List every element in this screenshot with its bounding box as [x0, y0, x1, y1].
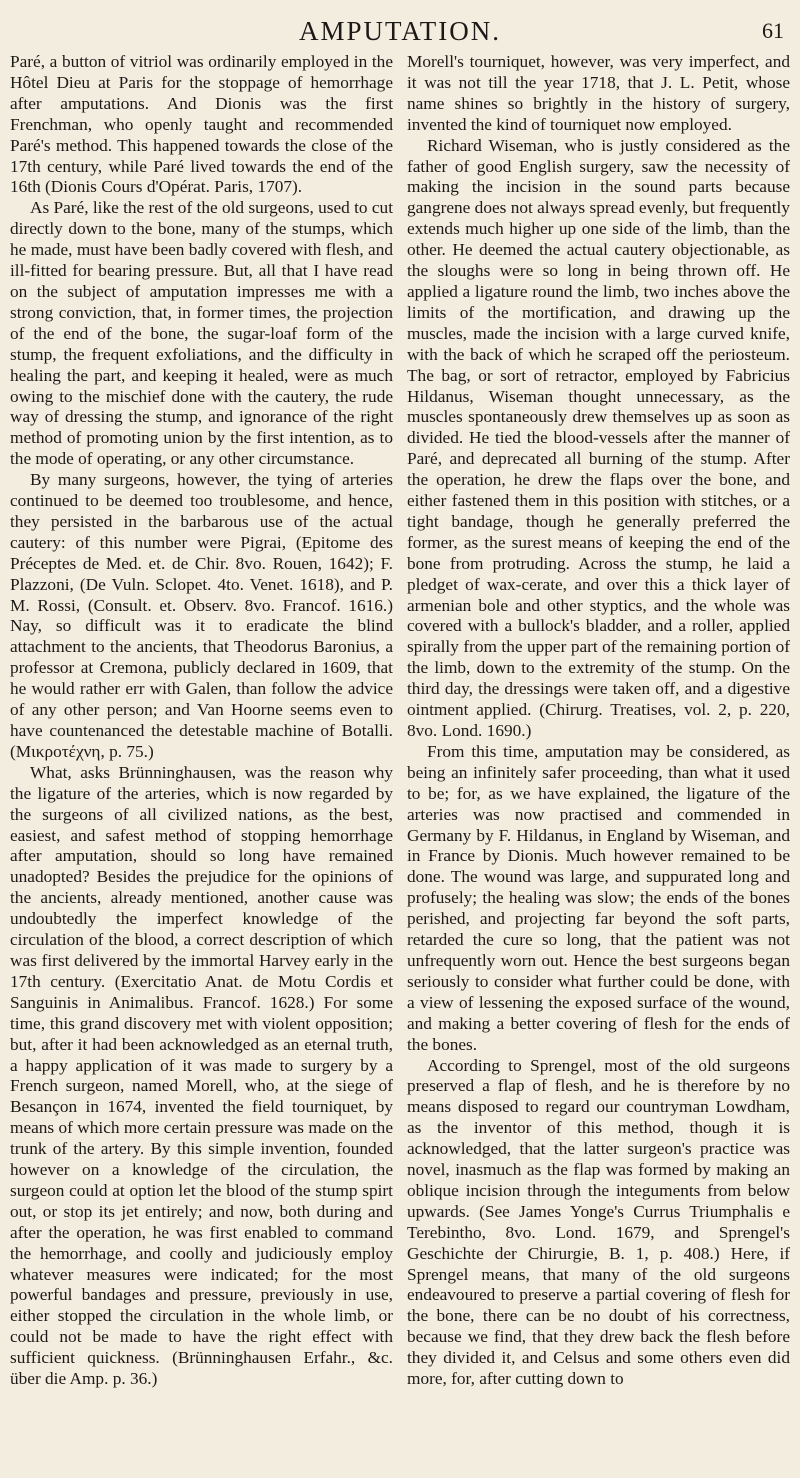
- paragraph: From this time, amputation may be considered, as being an infinitely safer proceeding, than what it used to be; for, as we have explained, the ligature of the arteries was now practised and commended in Germany by F. Hildanus, in England by Wiseman, and in France by Dionis. Much however remained to be done. The wound was large, and suppurated long and profusely; the healing was slow; the ends of the bones perished, and projecting far beyond the soft parts, retarded the cure so long, that the patient was not unfrequently worn out. Hence the best surgeons began seriously to consider what further could be done, with a view of lessening the exposed surface of the wound, and making a better covering of flesh for the ends of the bones.: [407, 741, 790, 1054]
- page-title: AMPUTATION.: [298, 16, 502, 46]
- paragraph: Paré, a button of vitriol was ordinarily employed in the Hôtel Dieu at Paris for the stoppage of hemorrhage after amputations. And Dionis was the first Frenchman, who openly taught and recommended Paré's method. This happened towards the close of the 17th century, while Paré lived towards the end of the 16th (Dionis Cours d'Opérat. Paris, 1707).: [10, 52, 393, 197]
- page-number: 61: [762, 18, 784, 43]
- paragraph: Richard Wiseman, who is justly considered as the father of good English surgery, saw the necessity of making the incision in the sound parts because gangrene does not always spread evenly, but frequently extends much higher up one side of the limb, than the other. He deemed the actual cautery objectionable, as the sloughs were so long in being thrown off. He applied a ligature round the limb, two inches above the limits of the mortification, and drawing up the muscles, made the incision with a large curved knife, with the back of which he scraped off the periosteum. The bag, or sort of retractor, employed by Fabricius Hildanus, Wiseman thought unnecessary, as the muscles spontaneously drew themselves up as soon as divided. He tied the blood-vessels after the manner of Paré, and deprecated all burning of the stump. After the operation, he drew the flaps over the bone, and either fastened them in this position with stitches, or a tight bandage, though he generally preferred the former, as the surest means of keeping the end of the bone from protruding. Across the stump, he laid a pledget of wax-cerate, and over this a thick layer of armenian bole and other styptics, and the whole was covered with a bullock's bladder, and a roller, applied spirally from the upper part of the remaining portion of the limb, down to the extremity of the stump. On the third day, the dressings were taken off, and a digestive ointment applied. (Chirurg. Treatises, vol. 2, p. 220, 8vo. Lond. 1690.): [407, 135, 790, 740]
- paragraph: As Paré, like the rest of the old surgeons, used to cut directly down to the bone, many of the stumps, which he made, must have been badly covered with flesh, and ill-fitted for bearing pressure. But, all that I have read on the subject of amputation impresses me with a strong conviction, that, in former times, the projection of the end of the bone, the sugar-loaf form of the stump, the frequent exfoliations, and the difficulty in healing the part, and keeping it healed, were as much owing to the mischief done with the cautery, the rude way of dressing the stump, and ignorance of the right method of promoting union by the first intention, as to the mode of operating, or any other circumstance.: [10, 198, 393, 469]
- paragraph: What, asks Brünninghausen, was the reason why the ligature of the arteries, which is now regarded by the surgeons of all civilized nations, as the best, easiest, and safest method of stopping hemorrhage after amputation, should so long have remained unadopted? Besides the prejudice for the opinions of the ancients, already mentioned, another cause was undoubtedly the imperfect knowledge of the circulation of the blood, a correct description of which was first delivered by the immortal Harvey early in the 17th century. (Exercitatio Anat. de Motu Cordis et Sanguinis in Animalibus. Francof. 1628.) For some time, this grand discovery met with violent opposition; but, after it had been acknowledged as an eternal truth, a happy application of it was made to surgery by a French surgeon, named Morell, who, at the siege of Besançon in 1674, invented the field tourniquet, by means of which more certain pressure was made on the trunk of the artery. By this simple invention, founded however on a knowledge of the circulation, the surgeon could at option let the blood of the stump spirt out, or stop its jet entirely; and now, both during and after the operation, he was first enabled to command the hemorrhage, and coolly and judiciously employ whatever measures were indicated; for the most powerful bandages and pressure, previously in use, either stopped the circulation in the whole limb, or could not be made to have the right effect with sufficient quickness. (Brünninghausen Erfahr., &c. über die Amp. p. 36.): [10, 762, 393, 1389]
- text-columns: [10, 52, 790, 1390]
- paragraph: Morell's tourniquet, however, was very imperfect, and it was not till the year 1718, that J. L. Petit, whose name shines so brightly in the history of surgery, invented the kind of tourniquet now employed.: [407, 52, 790, 134]
- paragraph: According to Sprengel, most of the old surgeons preserved a flap of flesh, and he is therefore by no means disposed to regard our countryman Lowdham, as the inventor of this method, though it is acknowledged, that the latter surgeon's practice was novel, inasmuch as the flap was formed by making an oblique incision through the integuments from below upwards. (See James Yonge's Currus Triumphalis e Terebintho, 8vo. Lond. 1679, and Sprengel's Geschichte der Chirurgie, B. 1, p. 408.) Here, if Sprengel means, that many of the old surgeons endeavoured to preserve a partial covering of flesh for the bone, there can be no doubt of his correctness, because we find, that they drew back the flesh before they divided it, and Celsus and some others even did more, for, after cutting down to: [407, 1055, 790, 1389]
- left-column: [10, 52, 393, 1390]
- running-head: [10, 14, 790, 48]
- right-column: [407, 52, 790, 1390]
- paragraph: By many surgeons, however, the tying of arteries continued to be deemed too troublesome, and hence, they persisted in the barbarous use of the actual cautery: of this number were Pigrai, (Epitome des Préceptes de Med. et. de Chir. 8vo. Rouen, 1642); F. Plazzoni, (De Vuln. Sclopet. 4to. Venet. 1618), and P. M. Rossi, (Consult. et. Observ. 8vo. Francof. 1616.) Nay, so difficult was it to eradicate the blind attachment to the ancients, that Theodorus Baronius, a professor at Cremona, publicly declared in 1609, that he would rather err with Galen, than follow the advice of any other person; and Van Hoorne seems even to have countenanced the detestable machine of Botalli. (Μικροτέχνη, p. 75.): [10, 470, 393, 761]
